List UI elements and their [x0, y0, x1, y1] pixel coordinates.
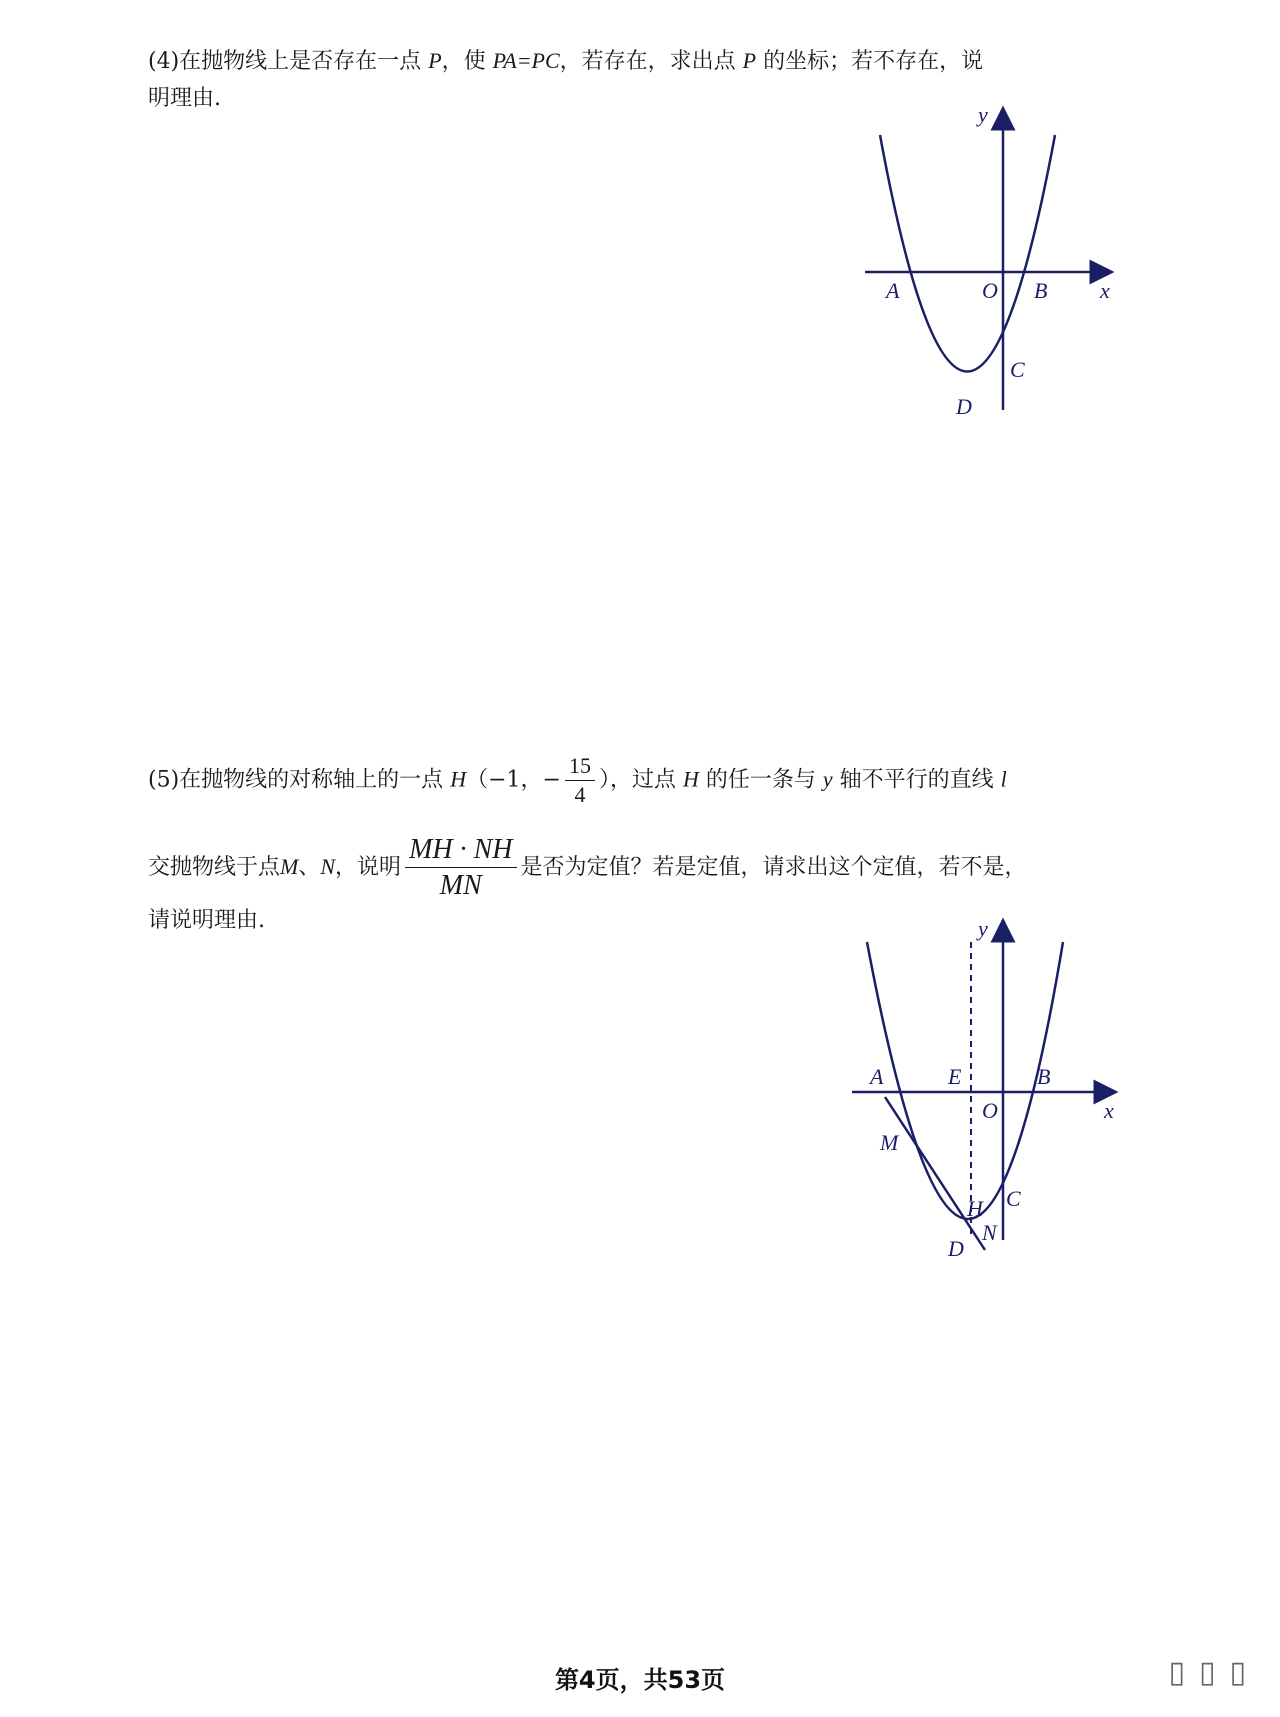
question-4: (4)在抛物线上是否存在一点 P，使 PA=PC，若存在，求出点 P 的坐标；若不存在，说 明理由.: [148, 48, 984, 112]
figure-2-parabola: [850, 912, 1130, 1272]
label-D: D: [956, 394, 972, 419]
q5-number: (5): [148, 767, 180, 793]
label-A: A: [886, 278, 900, 303]
q4-number: (4): [148, 49, 180, 74]
label-M: M: [880, 1130, 899, 1155]
question-5-line3: 请说明理由.: [148, 908, 265, 933]
label-C: C: [1010, 357, 1025, 382]
label-x: x: [1100, 278, 1110, 303]
page-number: 第4页，共53页: [554, 1666, 726, 1694]
page-corner-marks: ▯▯▯: [1168, 1655, 1260, 1690]
label-y: y: [978, 916, 988, 941]
label-B: B: [1034, 278, 1048, 303]
question-5-line2: 交抛物线于点M、N，说明 $\frac{MH \cdot NH}{MN}$ 是否为定值？若是定值，请求出这个定值，若不是，: [148, 832, 1158, 904]
label-E: E: [948, 1064, 962, 1089]
label-A: A: [870, 1064, 884, 1089]
label-H: H: [967, 1196, 983, 1221]
label-B: B: [1037, 1064, 1051, 1089]
parabola-curve: [880, 135, 1055, 372]
question-5: (5)在抛物线的对称轴上的一点 H（−1，− $\frac{15}{4}$ ），过点 H 的任一条与 y 轴不平行的直线 l: [148, 752, 1158, 809]
parabola-curve: [867, 942, 1063, 1219]
ratio-fraction: $\frac{MH \cdot NH}{MN}$: [405, 832, 516, 904]
label-O: O: [982, 1098, 998, 1123]
label-y: y: [978, 102, 988, 127]
q4-condition: PA=PC: [492, 48, 560, 73]
label-O: O: [982, 278, 998, 303]
figure-1-parabola: [860, 100, 1120, 440]
label-D: D: [948, 1236, 964, 1261]
label-C: C: [1006, 1186, 1021, 1211]
label-x: x: [1104, 1098, 1114, 1123]
label-N: N: [982, 1220, 997, 1245]
fraction-15-4: $\frac{15}{4}$: [565, 752, 595, 809]
